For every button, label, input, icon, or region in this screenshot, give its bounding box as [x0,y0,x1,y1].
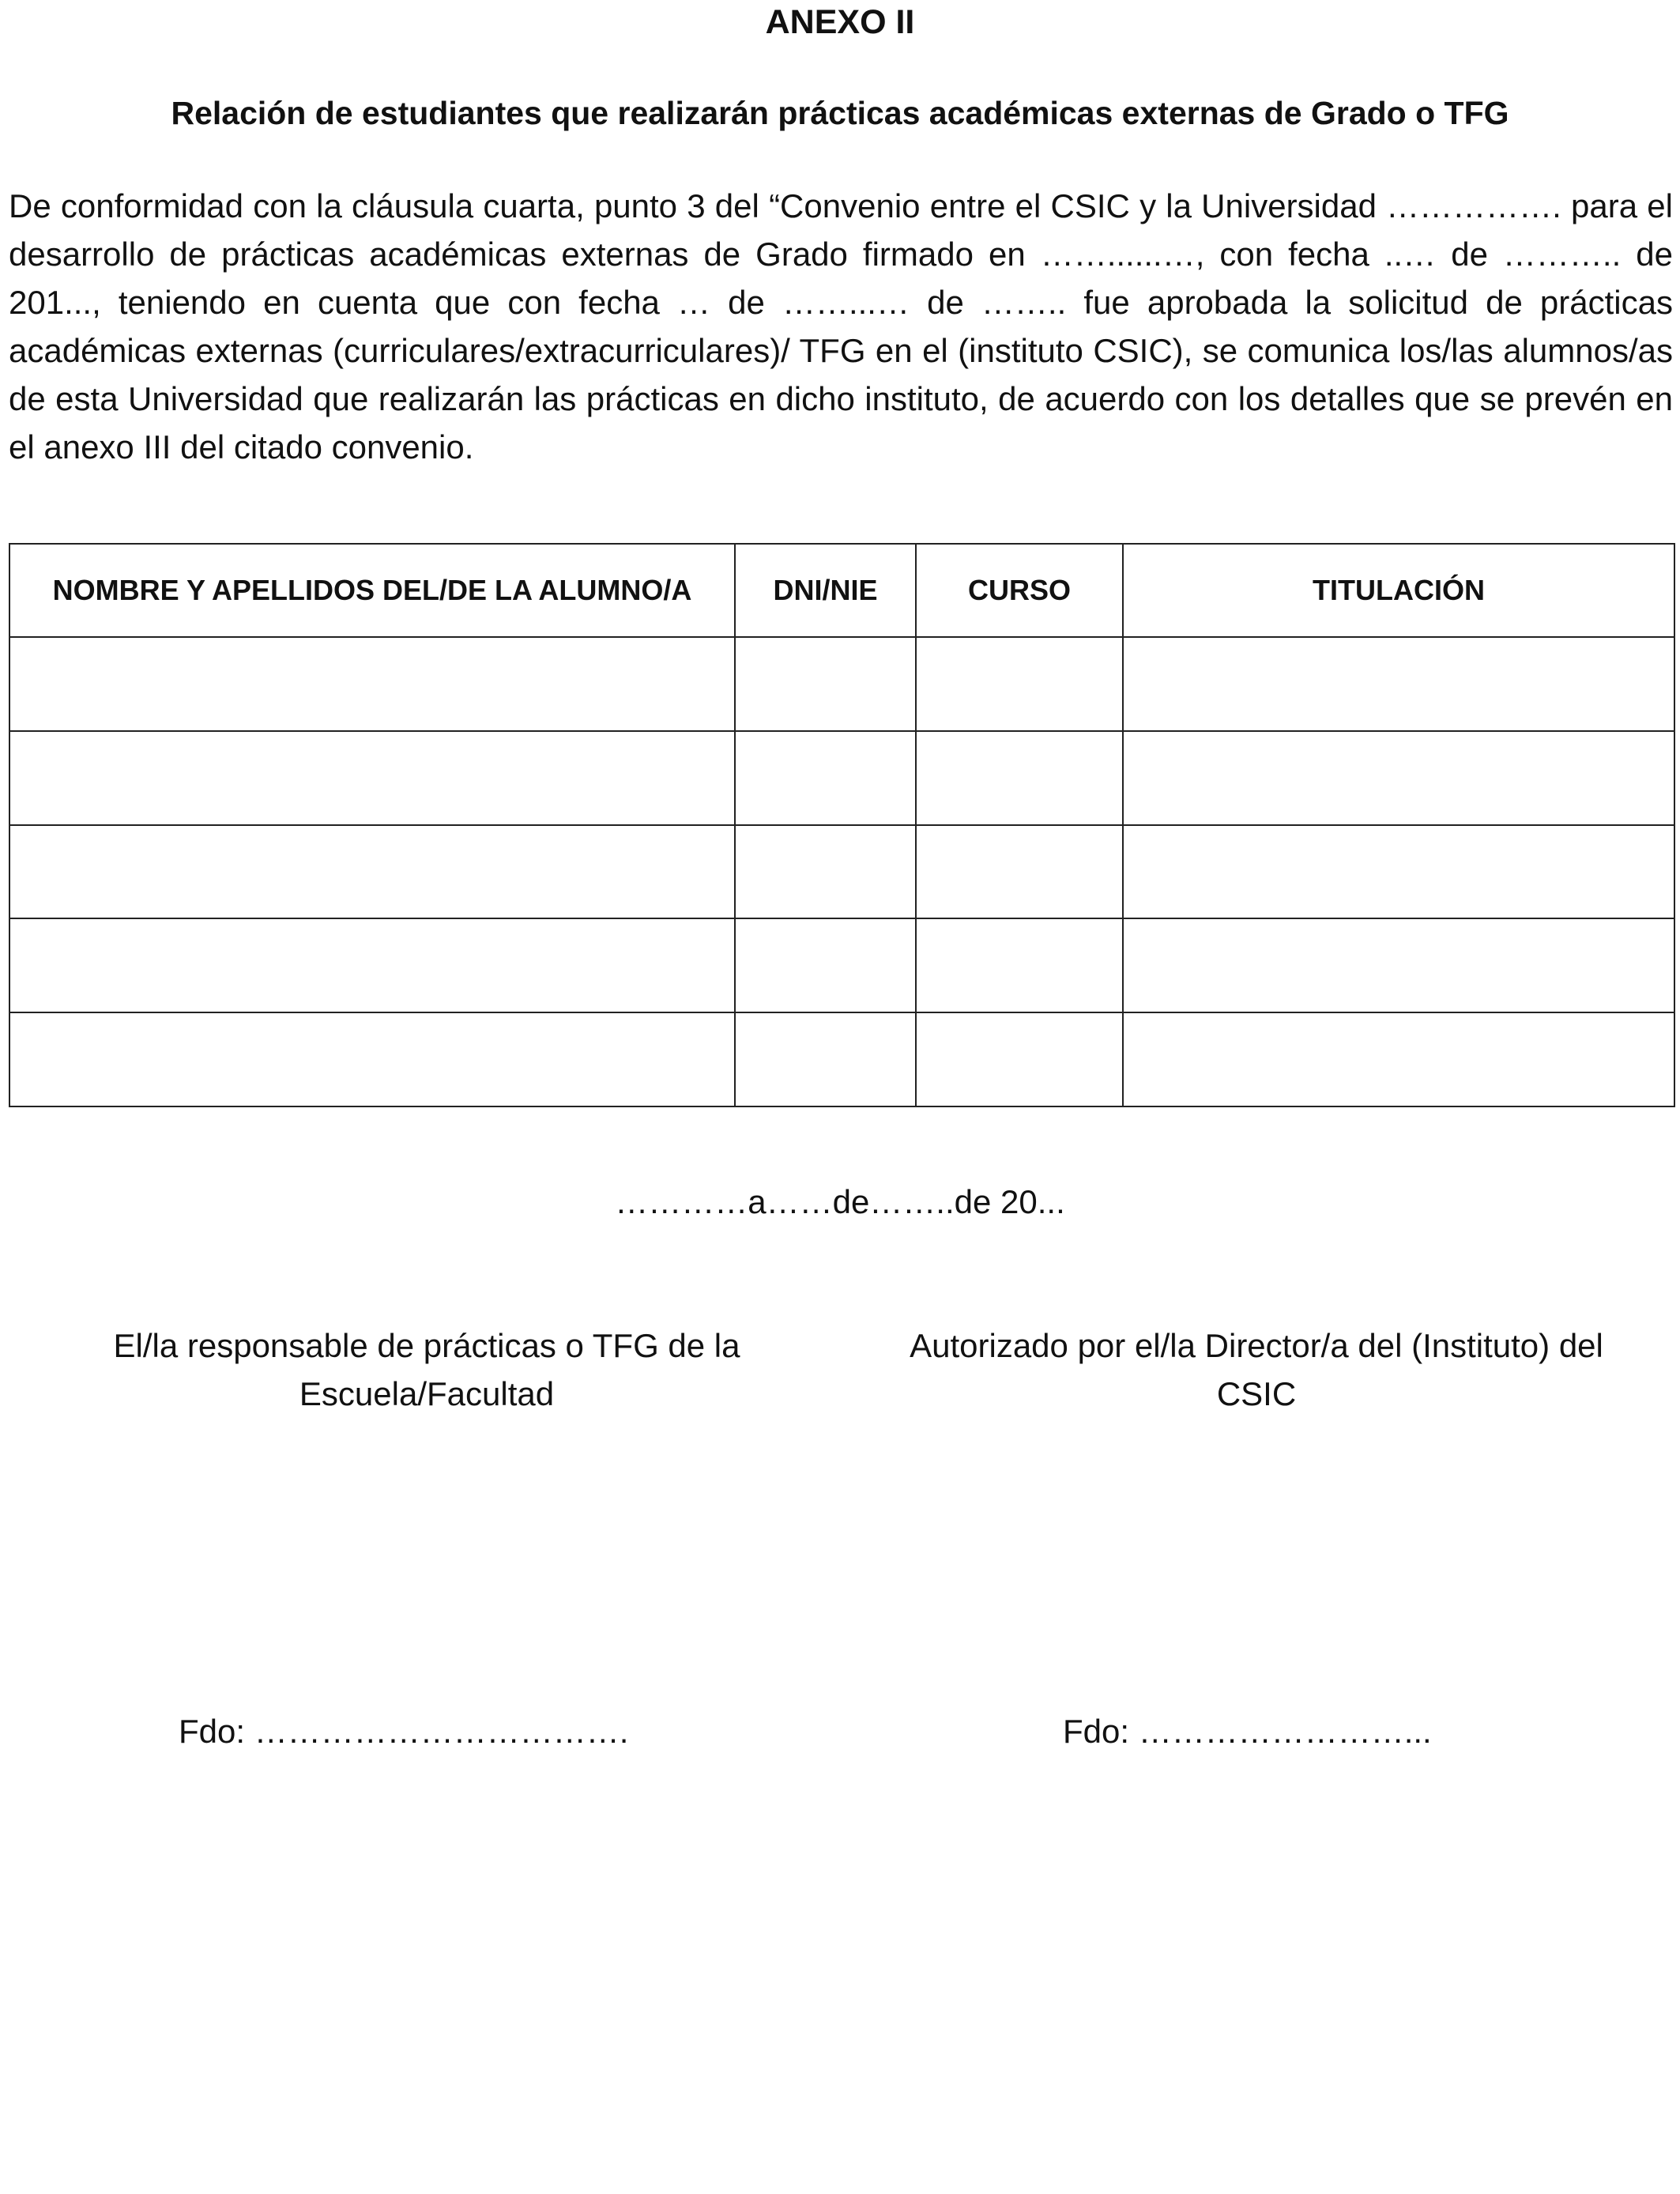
header-dni: DNI/NIE [735,544,916,637]
cell-curso[interactable] [916,825,1123,919]
cell-name[interactable] [9,637,735,731]
table-row [9,825,1674,919]
cell-name[interactable] [9,731,735,825]
document-subtitle: Relación de estudiantes que realizarán prácticas académicas externas de Grado o TFG [171,95,1509,131]
cell-dni[interactable] [735,1012,916,1106]
cell-name[interactable] [9,1012,735,1106]
cell-dni[interactable] [735,731,916,825]
cell-curso[interactable] [916,918,1123,1012]
date-line: …………a……de……..de 20... [615,1183,1065,1220]
body-paragraph: De conformidad con la cláusula cuarta, punto 3 del “Convenio entre el CSIC y la Universidad ……………. para el desarrollo de prácticas académicas externas de Grado firmado en ……......…, con fecha ..… de ……….. de 201..., teniendo en cuenta que con fecha … de ……...… de …….. fue aprobada la solicitud de prácticas académicas externas (curriculares/extracurriculares)/ TFG en el (instituto CSIC), se comunica los/las alumnos/as de esta Universidad que realizarán las prácticas en dicho instituto, de acuerdo con los detalles que se prevén en el anexo III del citado convenio. [9,187,1673,466]
cell-dni[interactable] [735,918,916,1012]
cell-curso[interactable] [916,1012,1123,1106]
cell-curso[interactable] [916,637,1123,731]
header-curso: CURSO [916,544,1123,637]
students-table [9,543,1675,1107]
signature-label-left: El/la responsable de prácticas o TFG de la Escuela/Facultad [113,1327,740,1412]
table-row [9,731,1674,825]
cell-dni[interactable] [735,637,916,731]
table-header-row [9,544,1674,637]
cell-titulacion[interactable] [1123,637,1674,731]
header-name: NOMBRE Y APELLIDOS DEL/DE LA ALUMNO/A [9,544,735,637]
signature-line-right: Fdo: ……………………... [1063,1713,1432,1750]
header-titulacion: TITULACIÓN [1123,544,1674,637]
cell-titulacion[interactable] [1123,825,1674,919]
table-row [9,1012,1674,1106]
cell-dni[interactable] [735,825,916,919]
cell-name[interactable] [9,825,735,919]
signature-line-left: Fdo: ……………………………. [179,1713,629,1750]
cell-name[interactable] [9,918,735,1012]
cell-titulacion[interactable] [1123,918,1674,1012]
table-row [9,918,1674,1012]
cell-curso[interactable] [916,731,1123,825]
annex-title: ANEXO II [765,3,915,41]
table-row [9,637,1674,731]
cell-titulacion[interactable] [1123,731,1674,825]
signature-label-right: Autorizado por el/la Director/a del (Instituto) del CSIC [910,1327,1603,1412]
cell-titulacion[interactable] [1123,1012,1674,1106]
